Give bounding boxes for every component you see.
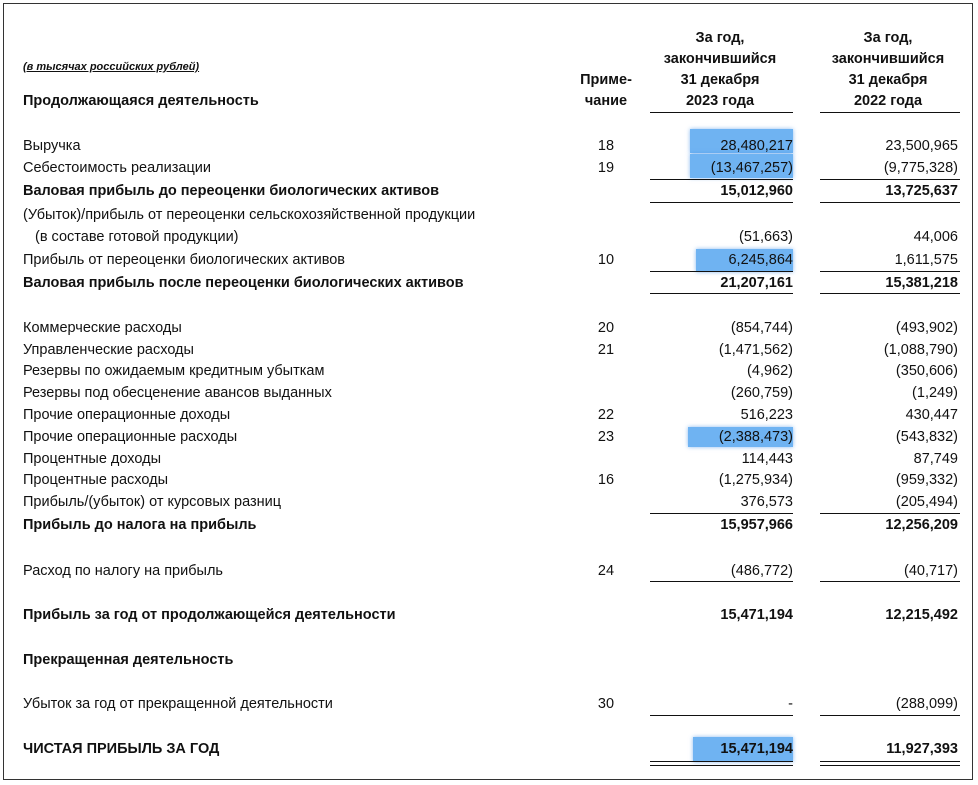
discontinued-section-title: Прекращенная деятельность xyxy=(23,652,234,668)
row-label: Прочие операционные доходы xyxy=(23,407,231,423)
subtotal-line xyxy=(650,581,793,582)
row-note: 19 xyxy=(597,160,615,176)
row-note: 20 xyxy=(597,320,615,336)
row-label: Прибыль за год от продолжающейся деятельности xyxy=(23,607,396,623)
row-note: 18 xyxy=(597,138,615,154)
row-value-2022: (40,717) xyxy=(903,563,958,579)
row-value-2022: (9,775,328) xyxy=(883,160,958,176)
row-value-2022: 12,215,492 xyxy=(885,607,958,623)
row-value-2022: (1,249) xyxy=(912,385,958,401)
row-value-2022: (350,606) xyxy=(895,363,958,379)
row-value-2022: 11,927,393 xyxy=(886,741,958,757)
header-underline-2023 xyxy=(650,112,793,113)
row-value-2023: 28,480,217 xyxy=(720,138,793,154)
row-note: 10 xyxy=(597,252,615,268)
row-label: Управленческие расходы xyxy=(23,342,194,358)
row-label: Валовая прибыль после переоценки биологических активов xyxy=(23,275,464,291)
row-label: Коммерческие расходы xyxy=(23,320,182,336)
subtotal-line xyxy=(650,293,793,294)
row-value-2022: 23,500,965 xyxy=(885,138,958,154)
double-underline xyxy=(820,761,960,762)
row-label: ЧИСТАЯ ПРИБЫЛЬ ЗА ГОД xyxy=(23,741,220,757)
row-value-2023: 6,245,864 xyxy=(728,252,793,268)
subtotal-line xyxy=(650,202,793,203)
row-label: (Убыток)/прибыль от переоценки сельскохозяйственной продукции xyxy=(23,207,476,223)
row-value-2023: (486,772) xyxy=(730,563,793,579)
subtotal-line xyxy=(820,202,960,203)
row-label: Процентные доходы xyxy=(23,451,162,467)
row-value-2023: (1,275,934) xyxy=(718,472,793,488)
row-value-2023: (4,962) xyxy=(747,363,793,379)
subtotal-line xyxy=(820,715,960,716)
row-value-2023: 21,207,161 xyxy=(720,275,793,291)
row-value-2022: (959,332) xyxy=(895,472,958,488)
subtotal-line xyxy=(820,581,960,582)
row-label: Прибыль до налога на прибыль xyxy=(23,517,257,533)
row-value-2023: (51,663) xyxy=(738,229,793,245)
row-value-2022: (493,902) xyxy=(895,320,958,336)
row-value-2022: (205,494) xyxy=(895,494,958,510)
double-underline xyxy=(650,761,793,762)
row-value-2023: 15,471,194 xyxy=(720,741,793,757)
year-2023-column-header: За год, закончившийся 31 декабря 2023 года xyxy=(663,30,777,109)
row-note: 21 xyxy=(597,342,615,358)
row-label: Резервы по ожидаемым кредитным убыткам xyxy=(23,363,325,379)
row-value-2023: (13,467,257) xyxy=(710,160,793,176)
subtotal-line xyxy=(650,179,793,180)
subtotal-line xyxy=(820,179,960,180)
header-underline-2022 xyxy=(820,112,960,113)
row-label: Убыток за год от прекращенной деятельности xyxy=(23,696,333,712)
year-2022-column-header: За год, закончившийся 31 декабря 2022 года xyxy=(831,30,945,109)
row-value-2022: 430,447 xyxy=(905,407,958,423)
row-label: Расход по налогу на прибыль xyxy=(23,563,223,579)
subtotal-line xyxy=(650,715,793,716)
row-label: Процентные расходы xyxy=(23,472,169,488)
section-title: Продолжающаяся деятельность xyxy=(23,93,259,109)
row-value-2023: 15,957,966 xyxy=(720,517,793,533)
row-value-2023: (2,388,473) xyxy=(718,429,793,445)
subtotal-line xyxy=(820,293,960,294)
double-underline xyxy=(820,765,960,766)
row-label: Прибыль/(убыток) от курсовых разниц xyxy=(23,494,282,510)
row-note: 16 xyxy=(597,472,615,488)
row-value-2022: 87,749 xyxy=(913,451,958,467)
row-value-2023: (854,744) xyxy=(730,320,793,336)
row-label: (в составе готовой продукции) xyxy=(35,229,239,245)
row-value-2023: 516,223 xyxy=(740,407,793,423)
row-value-2023: (1,471,562) xyxy=(718,342,793,358)
row-label: Резервы под обесценение авансов выданных xyxy=(23,385,332,401)
row-value-2023: 376,573 xyxy=(740,494,793,510)
row-value-2023: (260,759) xyxy=(730,385,793,401)
row-value-2023: 15,471,194 xyxy=(720,607,793,623)
row-label: Выручка xyxy=(23,138,81,154)
row-label: Валовая прибыль до переоценки биологических активов xyxy=(23,183,439,199)
row-note: 30 xyxy=(597,696,615,712)
row-value-2022: (543,832) xyxy=(895,429,958,445)
row-label: Себестоимость реализации xyxy=(23,160,211,176)
row-value-2023: 114,443 xyxy=(741,451,793,467)
units-caption: (в тысячах российских рублей) xyxy=(23,61,200,73)
note-column-header: Приме- чание xyxy=(580,72,632,109)
subtotal-line xyxy=(650,271,793,272)
subtotal-line xyxy=(820,271,960,272)
row-note: 22 xyxy=(597,407,615,423)
row-label: Прочие операционные расходы xyxy=(23,429,238,445)
row-value-2022: (1,088,790) xyxy=(883,342,958,358)
subtotal-line xyxy=(820,513,960,514)
row-value-2023: - xyxy=(788,696,793,712)
row-value-2022: 13,725,637 xyxy=(885,183,958,199)
row-value-2022: 15,381,218 xyxy=(885,275,958,291)
row-value-2022: 12,256,209 xyxy=(885,517,958,533)
row-value-2022: 1,611,575 xyxy=(894,252,958,268)
row-note: 24 xyxy=(597,563,615,579)
row-label: Прибыль от переоценки биологических активов xyxy=(23,252,346,268)
double-underline xyxy=(650,765,793,766)
row-note: 23 xyxy=(597,429,615,445)
subtotal-line xyxy=(650,513,793,514)
row-value-2023: 15,012,960 xyxy=(720,183,793,199)
row-value-2022: (288,099) xyxy=(895,696,958,712)
row-value-2022: 44,006 xyxy=(913,229,958,245)
